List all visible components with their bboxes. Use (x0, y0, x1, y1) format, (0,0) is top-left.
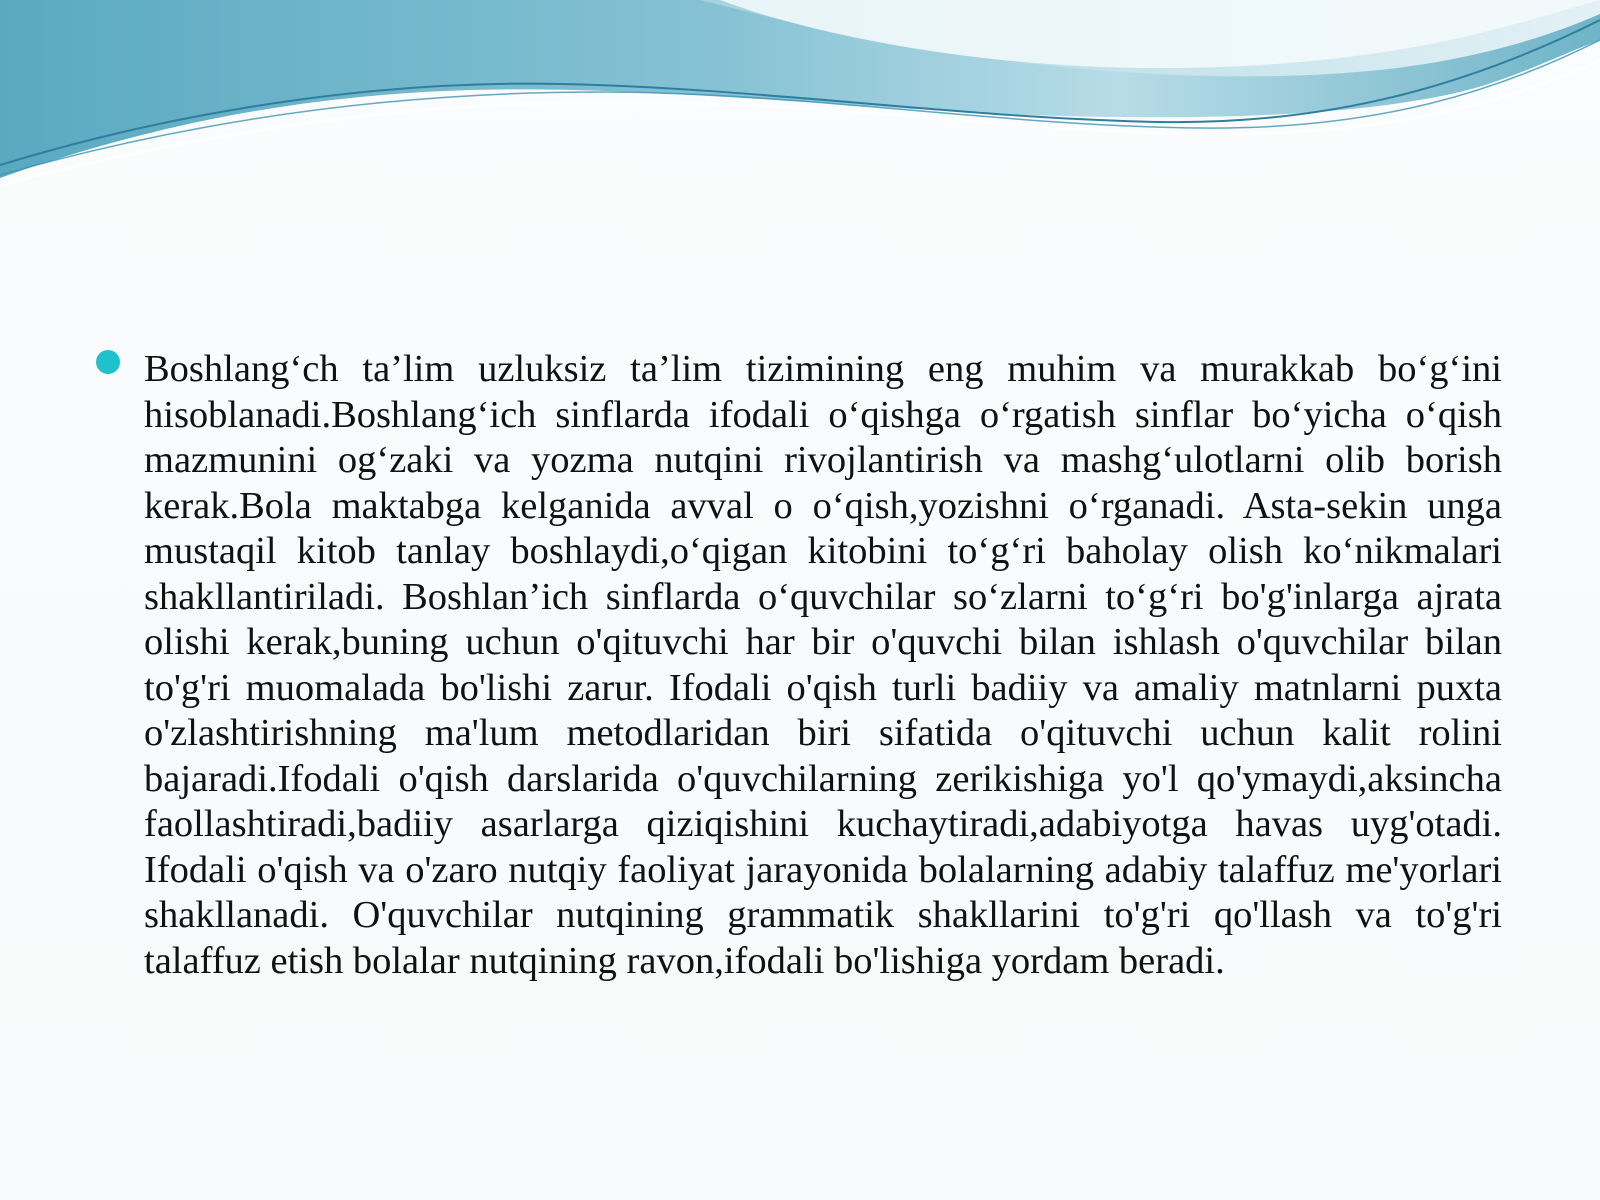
bullet-list (96, 347, 1502, 984)
body-paragraph: Boshlang‘ch ta’lim uzluksiz ta’lim tizimining eng muhim va murakkab bo‘g‘ini hisoblanadi.Boshlang‘ich sinflarda ifodali o‘qishga o‘rgatish sinflar bo‘yicha o‘qish mazmunini og‘zaki va yozma nutqini rivojlantirish va mashg‘ulotlarni olib borish kerak.Bola maktabga kelganida avval o o‘qish,yozishni o‘rganadi. Asta-sekin unga mustaqil kitob tanlay boshlaydi,o‘qigan kitobini to‘g‘ri baholay olish ko‘nikmalari shakllantiriladi. Boshlan’ich sinflarda o‘quvchilar so‘zlarni to‘g‘ri bo'g'inlarga ajrata olishi kerak,buning uchun o'qituvchi har bir o'quvchi bilan ishlash o'quvchilar bilan to'g'ri muomalada bo'lishi zarur. Ifodali o'qish turli badiiy va amaliy matnlarni puxta o'zlashtirishning ma'lum metodlaridan biri sifatida o'qituvchi uchun kalit rolini bajaradi.Ifodali o'qish darslarida o'quvchilarning zerikishiga yo'l qo'ymaydi,aksincha faollashtiradi,badiiy asarlarga qiziqishini kuchaytiradi,adabiyotga havas uyg'otadi. Ifodali o'qish va o'zaro nutqiy faoliyat jarayonida bolalarning adabiy talaffuz me'yorlari shakllanadi. O'quvchilar nutqining grammatik shakllarini to'g'ri qo'llash va to'g'ri talaffuz etish bolalar nutqining ravon,ifodali bo'lishiga yordam beradi. (144, 348, 1502, 982)
header-wave-decoration (0, 0, 1600, 200)
bullet-dot-icon (96, 350, 120, 374)
